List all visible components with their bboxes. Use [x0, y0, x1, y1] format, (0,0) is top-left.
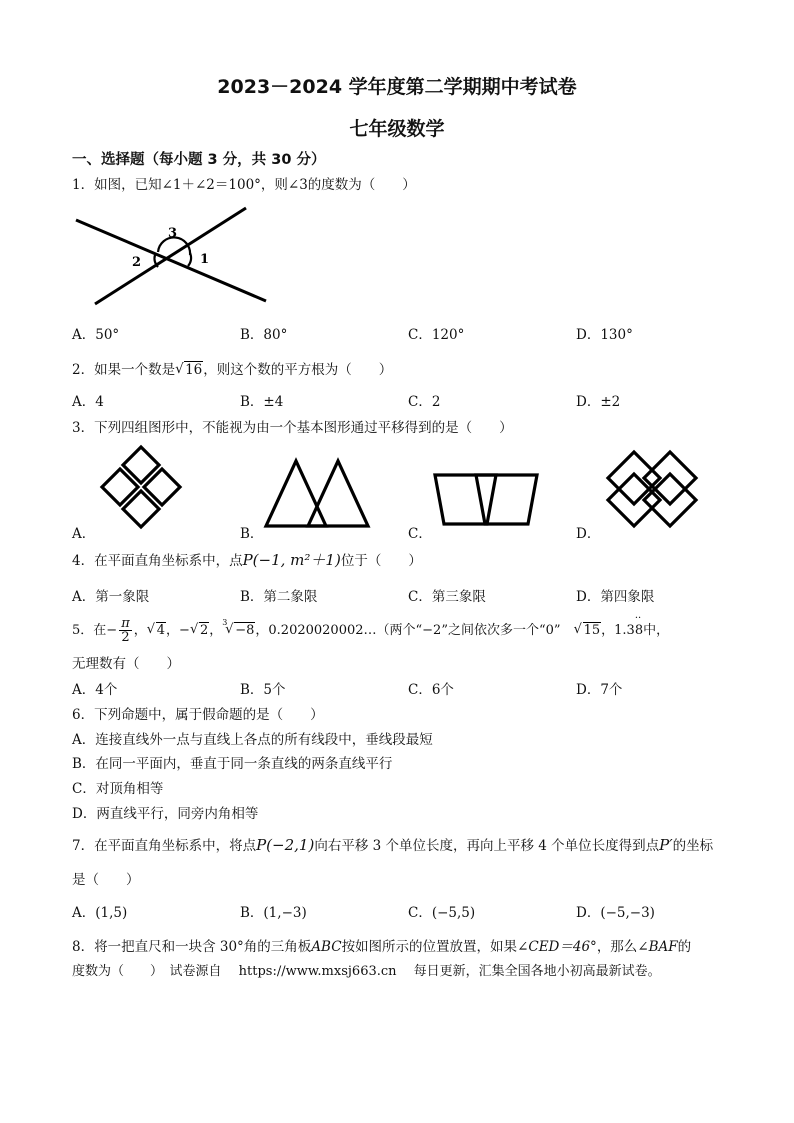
q5-fraction [119, 617, 132, 644]
q5-sqrt2: √ 2 [189, 622, 209, 638]
question-8-stem [72, 935, 691, 955]
q7-option-a: A．(1,5) [72, 905, 128, 921]
q4-option-a: A．第一象限 [72, 589, 150, 605]
angle-label-2: 2 [132, 255, 142, 270]
q5-option-c: C．6个 [408, 682, 454, 698]
q8-stem-post: 的 [677, 939, 692, 955]
q5-option-d: D．7个 [576, 682, 623, 698]
question-7-stem [72, 834, 713, 854]
q7-point: P(−2,1) [256, 836, 315, 854]
q2-stem-post: ，则这个数的平方根为（ ） [203, 362, 393, 378]
q4-option-d: D．第四象限 [576, 589, 655, 605]
q1-option-d: D．130° [576, 327, 633, 343]
q3-figure-c [432, 470, 542, 528]
question-7-line2: 是（ ） [72, 872, 140, 888]
q5-cbrt: 3 √ −8 [222, 618, 255, 638]
angle-label-3: 3 [168, 226, 178, 241]
q8-stem-pre: 8．将一把直尺和一块含 30°角的三角板 [72, 939, 312, 955]
q8-angle-baf: ∠BAF [637, 939, 678, 955]
q6-option-a: A．连接直线外一点与直线上各点的所有线段中，垂线段最短 [72, 732, 433, 748]
q3-option-a: A． [72, 526, 96, 542]
question-5-stem: 5．在− $\frac{\pi}{2}$ ， √ 4，− √ 2， 3 √ −8，0.2020020002…（两个“−2”之间依次多一个“0” √ 15，1.3 ·· 8中， [72, 613, 670, 645]
q3-option-b: B． [240, 526, 264, 542]
q2-option-b: B．±4 [240, 394, 284, 410]
question-8-line2: 度数为（ ） 试卷源自 https://www.mxsj663.cn 每日更新，汇集全国各地小初高最新试卷。 [72, 964, 661, 979]
q5-pi-den: 2 [121, 630, 130, 645]
q7-stem-mid: 向右平移 3 个单位长度，再向上平移 4 个单位长度得到点 [314, 838, 660, 854]
q5-mid-text: ，0.2020020002…（两个“−2”之间依次多一个“0” [255, 623, 561, 638]
q7-stem-pre: 7．在平面直角坐标系中，将点 [72, 838, 257, 854]
q4-option-c: C．第三象限 [408, 589, 486, 605]
q5-pi: π [121, 616, 130, 631]
q3-figure-d [604, 448, 700, 532]
section-header-choice: 一、选择题（每小题 3 分，共 30 分） [72, 152, 326, 168]
question-1-stem: 1．如图，已知∠1＋∠2＝100°，则∠3的度数为（ ） [72, 177, 416, 193]
q8-stem-mid2: ，那么 [596, 939, 638, 955]
q8-angle-ced: ∠CED＝46° [517, 939, 597, 955]
question-4-stem [72, 549, 422, 570]
q3-option-d: D． [576, 526, 601, 542]
q2-sqrt: √ 16 [175, 361, 203, 378]
q7-option-d: D．(−5,−3) [576, 905, 655, 921]
q8-triangle-abc: ABC [311, 939, 342, 955]
q1-option-c: C．120° [408, 327, 465, 343]
q7-stem-post: 的坐标 [672, 838, 714, 854]
q7-option-b: B．(1,−3) [240, 905, 307, 921]
q2-stem-pre: 2．如果一个数是 [72, 362, 176, 378]
angle-label-1: 1 [200, 252, 210, 267]
q2-radicand: 16 [185, 362, 203, 378]
q5-repeating-decimal: 1.3 ·· 8 [614, 613, 644, 638]
question-2-stem [72, 358, 392, 378]
q2-option-d: D．±2 [576, 394, 621, 410]
q4-point: P(−1, m²＋1) [242, 551, 341, 569]
exam-title: 2023－2024 学年度第二学期期中考试卷 [217, 76, 577, 98]
q5-sqrt4: √ 4 [146, 622, 166, 638]
question-1-figure [72, 200, 272, 310]
q5-sqrt15: √ 15 [573, 622, 601, 638]
q5-tail: 中， [643, 623, 670, 638]
question-5-line2: 无理数有（ ） [72, 656, 180, 672]
q3-figure-a [98, 444, 188, 532]
q6-option-b: B．在同一平面内，垂直于同一条直线的两条直线平行 [72, 756, 393, 772]
q2-option-c: C．2 [408, 394, 441, 410]
q5-num: 5．在 [72, 623, 107, 638]
q1-option-b: B．80° [240, 327, 288, 343]
q6-option-d: D．两直线平行，同旁内角相等 [72, 806, 259, 822]
question-6-stem: 6．下列命题中，属于假命题的是（ ） [72, 707, 324, 723]
question-3-stem: 3．下列四组图形中，不能视为由一个基本图形通过平移得到的是（ ） [72, 420, 513, 436]
q7-point-prime: P′ [659, 836, 673, 854]
q5-option-a: A．4个 [72, 682, 118, 698]
q4-stem-pre: 4．在平面直角坐标系中，点 [72, 553, 243, 569]
q8-stem-mid: 按如图所示的位置放置，如果 [341, 939, 518, 955]
q6-option-c: C．对顶角相等 [72, 781, 164, 797]
q5-option-b: B．5个 [240, 682, 286, 698]
q3-option-c: C． [408, 526, 432, 542]
q4-option-b: B．第二象限 [240, 589, 318, 605]
q2-option-a: A．4 [72, 394, 104, 410]
q7-option-c: C．(−5,5) [408, 905, 476, 921]
q4-stem-post: 位于（ ） [340, 553, 422, 569]
q3-figure-b [262, 458, 380, 530]
q1-option-a: A．50° [72, 327, 120, 343]
exam-subtitle: 七年级数学 [349, 118, 445, 140]
